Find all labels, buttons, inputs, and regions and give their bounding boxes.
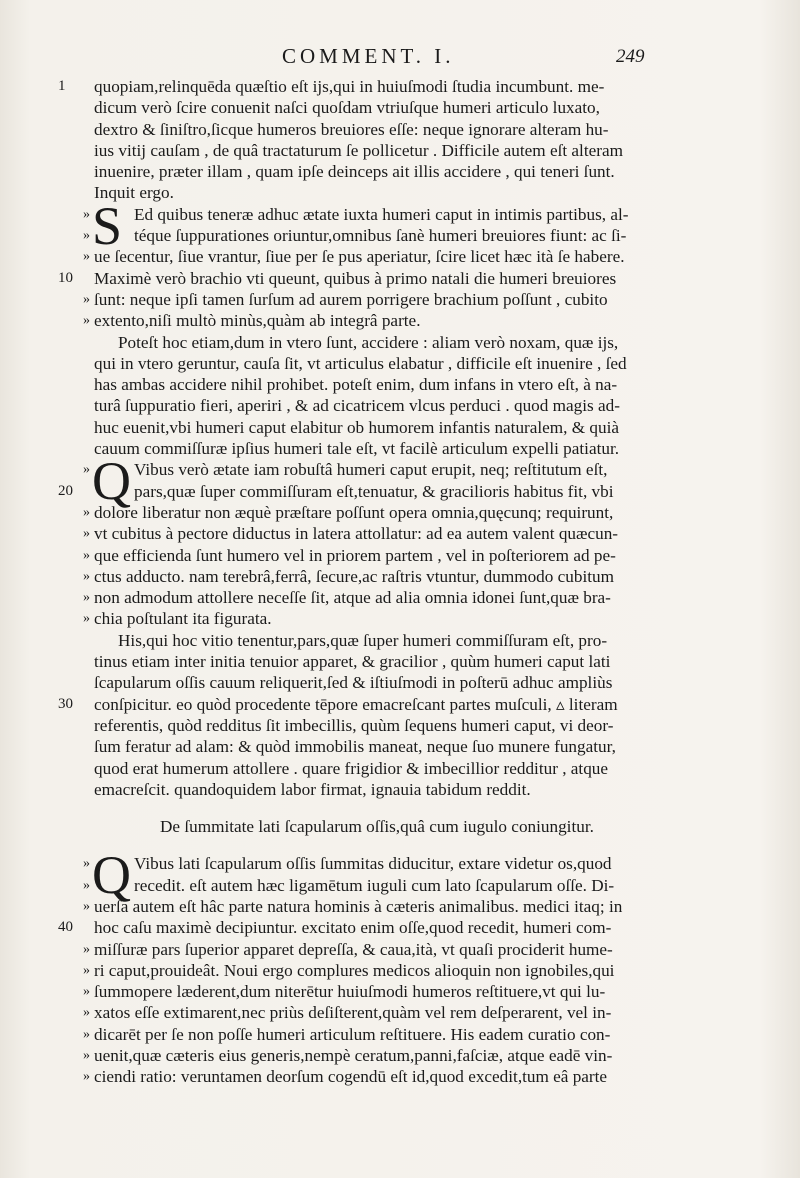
text-line: [0, 651, 800, 672]
margin-quote-mark: »: [83, 611, 90, 627]
drop-cap: Q: [92, 845, 131, 906]
line-text: dicarēt per ſe non poſſe humeri articulum reſtituere. His eadem curatio con-: [94, 1024, 611, 1044]
line-text: pars,quæ ſuper commiſſuram eſt,tenuatur, & gracilioris habitus fit, vbi: [134, 481, 614, 501]
line-text: has ambas accidere nihil prohibet. poteſt enim, dum infans in vtero eſt, à na-: [94, 375, 618, 395]
drop-cap: Q: [92, 451, 131, 512]
line-text: inuenire, præter illam , quam ipſe deinceps ait illis accidere , qui teneri ſunt.: [94, 162, 615, 182]
margin-quote-mark: »: [83, 249, 90, 265]
line-text: ſunt: neque ipſi tamen ſurſum ad aurem porrigere brachium poſſunt , cubito: [94, 289, 608, 309]
text-line: [0, 225, 800, 246]
line-text: ſcapularum oſſis cauum reliquerit,ſed & iſtiuſmodi in poſterū adhuc ampliùs: [94, 673, 613, 693]
line-text: ciendi ratio: veruntamen deorſum cogendū eſt id,quod excedit,tum eâ parte: [94, 1067, 608, 1087]
margin-quote-mark: »: [83, 206, 90, 222]
text-line: [0, 140, 800, 161]
running-title: COMMENT. I.: [282, 44, 455, 68]
text-line: [0, 939, 800, 960]
margin-quote-mark: »: [83, 504, 90, 520]
line-text: téque ſuppurationes oriuntur,omnibus ſanè humeri breuiores fiunt: ac ſi-: [134, 226, 627, 246]
line-text: dicum verò ſcire conuenit naſci quoſdam vtriuſque humeri articulo luxato,: [94, 98, 600, 118]
line-text: Vibus verò ætate iam robuſtâ humeri caput erupit, neq; reſtitutum eſt,: [134, 460, 608, 480]
text-line: [0, 875, 800, 896]
text-line: [0, 896, 800, 917]
text-line: [0, 630, 800, 651]
line-text: Poteſt hoc etiam,dum in vtero ſunt, accidere : aliam verò noxam, quæ ijs,: [118, 332, 619, 352]
text-body: [0, 76, 800, 1088]
line-text: vt cubitus à pectore diductus in latera attollatur: ad ea autem valent quæcun-: [94, 524, 619, 544]
line-text: ri caput,prouideât. Noui ergo complures medicos alioquin non ignobiles,qui: [94, 960, 615, 980]
text-line: [0, 97, 800, 118]
line-text: Ed quibus teneræ adhuc ætate iuxta humeri caput in intimis partibus, al-: [134, 204, 629, 224]
text-line: [0, 917, 800, 938]
line-text: quod erat humerum attollere . quare frigidior & imbecillior redditur , atque: [94, 758, 609, 778]
margin-quote-mark: »: [83, 568, 90, 584]
text-line: [0, 76, 800, 97]
margin-quote-mark: »: [83, 547, 90, 563]
text-line: [0, 587, 800, 608]
text-line: [0, 960, 800, 981]
line-text: xatos eſſe extimarent,nec priùs deſiſterent,quàm vel rem deſperarent, vel in-: [94, 1003, 612, 1023]
text-line: [0, 1066, 800, 1087]
margin-quote-mark: »: [83, 941, 90, 957]
margin-quote-mark: »: [83, 1005, 90, 1021]
line-text: His,qui hoc vitio tenentur,pars,quæ ſuper humeri commiſſuram eſt, pro-: [118, 630, 608, 650]
page-header: [0, 44, 800, 74]
margin-quote-mark: »: [83, 984, 90, 1000]
line-text: dolore liberatur non æquè præſtare poſſunt opera omnia,quęcunq; requirunt,: [94, 502, 614, 522]
text-line: [0, 481, 800, 502]
line-text: huc euenit,vbi humeri caput elabitur ob humorem infantis naturalem, & quià: [94, 417, 620, 437]
line-number: 40: [58, 919, 73, 936]
text-line: [0, 374, 800, 395]
paragraph-spacer: [0, 800, 800, 816]
text-line: [0, 502, 800, 523]
line-text: quopiam,relinquēda quæſtio eſt ijs,qui in huiuſmodi ſtudia incumbunt. me-: [94, 77, 605, 96]
text-line: [0, 289, 800, 310]
margin-quote-mark: »: [83, 1069, 90, 1085]
section-heading: De ſummitate lati ſcapularum oſſis,quâ cum iugulo coniungitur.: [160, 817, 594, 837]
line-text: miſſuræ pars ſuperior apparet depreſſa, & caua,ità, vt quaſi prociderit hume-: [94, 939, 613, 959]
line-text: qui in vtero geruntur, cauſa ſit, vt articulus elabatur , difficile eſt inuenire , ſed: [94, 353, 627, 373]
line-number: 30: [58, 695, 73, 712]
text-line: [0, 715, 800, 736]
text-line: [0, 523, 800, 544]
text-line: [0, 545, 800, 566]
text-line: [0, 161, 800, 182]
text-line: [0, 353, 800, 374]
line-text: recedit. eſt autem hæc ligamētum iuguli cum lato ſcapularum oſſe. Di-: [134, 875, 615, 895]
line-text: turâ ſuppuratio fieri, aperiri , & ad cicatricem vlcus perduci . quod magis ad-: [94, 396, 620, 416]
margin-quote-mark: »: [83, 291, 90, 307]
line-text: non admodum attollere neceſſe ſit, atque ad alia omnia idonei ſunt,quæ bra-: [94, 588, 611, 608]
line-text: cauum commiſſuræ ipſius humeri tale eſt, vt facilè articulum expelli patiatur.: [94, 439, 620, 459]
page-number: 249: [616, 46, 645, 67]
text-line: [0, 119, 800, 140]
text-line: [0, 310, 800, 331]
line-text: ſummopere læderent,dum niterētur huiuſmodi humeros reſtituere,vt qui lu-: [94, 982, 606, 1002]
text-line: [0, 1002, 800, 1023]
margin-quote-mark: »: [83, 856, 90, 872]
line-text: uenit,quæ cæteris eius generis,nempè ceratum,panni,faſciæ, atque eadē vin-: [94, 1046, 613, 1066]
line-text: tinus etiam inter initia tenuior apparet, & gracilior , quùm humeri caput lati: [94, 652, 611, 672]
line-number: 10: [58, 269, 73, 286]
margin-quote-mark: »: [83, 898, 90, 914]
margin-quote-mark: »: [83, 1026, 90, 1042]
margin-quote-mark: »: [83, 1048, 90, 1064]
text-line: [0, 694, 800, 715]
line-text: emacreſcit. quandoquidem labor firmat, ignauia tabidum reddit.: [94, 779, 531, 799]
margin-quote-mark: »: [83, 462, 90, 478]
line-text: referentis, quòd redditus ſit imbecillis, quùm ſequens humeri caput, vi deor-: [94, 715, 614, 735]
text-line: [0, 816, 800, 837]
text-line: [0, 779, 800, 800]
line-text: Vibus lati ſcapularum oſſis ſummitas diducitur, extare videtur os,quod: [134, 854, 612, 874]
text-line: [0, 332, 800, 353]
text-line: [0, 417, 800, 438]
line-text: ue ſecentur, ſiue vrantur, ſiue per ſe pus aperiatur, ſcire licet hæc ità ſe habere.: [94, 247, 625, 267]
line-text: ius vitij cauſam , de quâ tractaturum ſe pollicetur . Difficile autem eſt alteram: [94, 140, 623, 160]
margin-quote-mark: »: [83, 526, 90, 542]
text-line: [0, 566, 800, 587]
line-text: ſum feratur ad alam: & quòd immobilis maneat, neque ſuo munere fungatur,: [94, 737, 616, 757]
margin-quote-mark: »: [83, 877, 90, 893]
line-text: Inquit ergo.: [94, 183, 174, 203]
text-line: [0, 736, 800, 757]
line-text: dextro & ſiniſtro,ſicque humeros breuiores eſſe: neque ignorare alteram hu-: [94, 119, 609, 139]
margin-quote-mark: »: [83, 590, 90, 606]
text-line: [0, 981, 800, 1002]
margin-quote-mark: »: [83, 313, 90, 329]
line-number: 20: [58, 482, 73, 499]
text-line: [0, 1024, 800, 1045]
line-text: extento,niſi multò minùs,quàm ab integrâ parte.: [94, 311, 421, 331]
margin-quote-mark: »: [83, 962, 90, 978]
line-text: chia poſtulant ita figurata.: [94, 609, 272, 629]
text-line: [0, 395, 800, 416]
text-line: [0, 268, 800, 289]
line-text: hoc caſu maximè decipiuntur. excitato enim oſſe,quod recedit, humeri com-: [94, 918, 612, 938]
line-text: Maximè verò brachio vti queunt, quibus à primo natali die humeri breuiores: [94, 268, 617, 288]
drop-cap: S: [92, 195, 123, 256]
text-line: [0, 758, 800, 779]
text-line: [0, 1045, 800, 1066]
text-line: [0, 608, 800, 629]
line-text: ctus adducto. nam terebrâ,ferrâ, ſecure,ac raſtris vtuntur, dummodo cubitum: [94, 566, 614, 586]
line-text: que efficienda ſunt humero vel in priorem partem , vel in poſteriorem ad pe-: [94, 545, 616, 565]
line-text: conſpicitur. eo quòd procedente tēpore emacreſcant partes muſculi, ▵ literam: [94, 694, 618, 714]
text-line: [0, 672, 800, 693]
line-number: 1: [58, 78, 66, 94]
text-line: [0, 246, 800, 267]
margin-quote-mark: »: [83, 228, 90, 244]
line-text: uerſa autem eſt hâc parte natura hominis à cæteris animalibus. medici itaq; in: [94, 896, 623, 916]
